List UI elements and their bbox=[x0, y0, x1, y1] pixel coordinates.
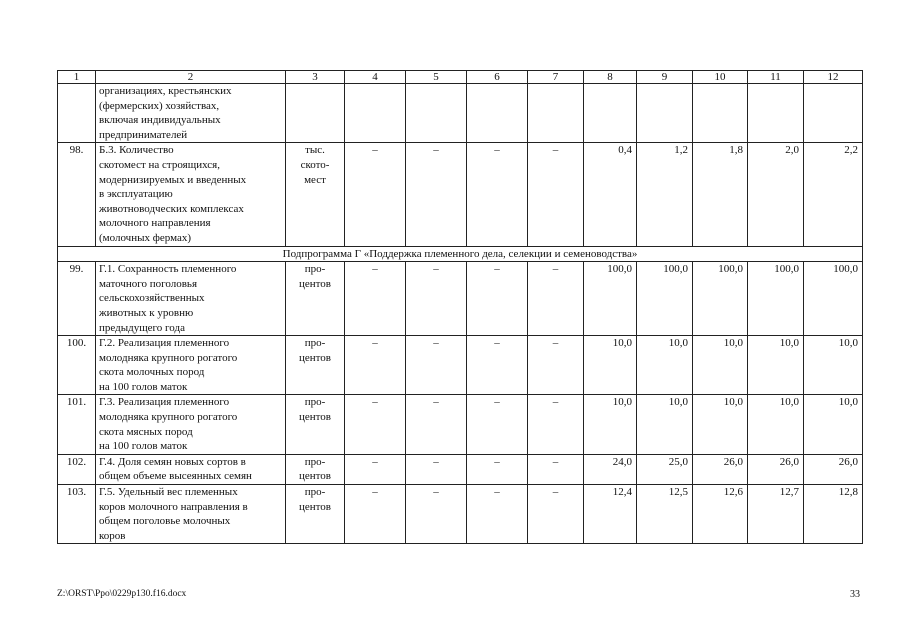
table-row bbox=[58, 485, 863, 544]
col-header: 5 bbox=[406, 71, 467, 84]
row-number: 103. bbox=[58, 485, 96, 544]
value-cell: – bbox=[528, 395, 584, 454]
value-cell: – bbox=[406, 143, 467, 246]
value-cell: 100,0 bbox=[584, 262, 637, 336]
value-cell: – bbox=[528, 485, 584, 544]
value-cell: – bbox=[345, 454, 406, 484]
col-header: 4 bbox=[345, 71, 406, 84]
value-cell: 1,8 bbox=[693, 143, 748, 246]
value-cell: – bbox=[467, 143, 528, 246]
row-number: 99. bbox=[58, 262, 96, 336]
indicator-label: Б.3. Количество скотомест на строящихся, модернизируемых и введенных в эксплуатацию животноводческих комплексах молочного направления (молочных фермах) bbox=[96, 143, 286, 246]
value-cell: 12,4 bbox=[584, 485, 637, 544]
indicator-label: Г.3. Реализация племенного молодняка крупного рогатого скота мясных пород на 100 голов маток bbox=[96, 395, 286, 454]
value-cell: – bbox=[345, 485, 406, 544]
continuation-row bbox=[58, 84, 863, 143]
indicator-label: Г.2. Реализация племенного молодняка крупного рогатого скота молочных пород на 100 голов маток bbox=[96, 336, 286, 395]
unit-cell: про- центов bbox=[286, 336, 345, 395]
indicators-table bbox=[57, 70, 863, 544]
unit-cell: про- центов bbox=[286, 395, 345, 454]
value-cell: – bbox=[467, 454, 528, 484]
indicator-label: Г.4. Доля семян новых сортов в общем объеме высеянных семян bbox=[96, 454, 286, 484]
table-row bbox=[58, 336, 863, 395]
table-row bbox=[58, 143, 863, 246]
value-cell: 24,0 bbox=[584, 454, 637, 484]
value-cell: 2,0 bbox=[748, 143, 804, 246]
value-cell: – bbox=[528, 143, 584, 246]
value-cell: – bbox=[528, 262, 584, 336]
col-header: 2 bbox=[96, 71, 286, 84]
col-header: 12 bbox=[804, 71, 863, 84]
col-header: 10 bbox=[693, 71, 748, 84]
table-body bbox=[58, 84, 863, 544]
value-cell: – bbox=[406, 485, 467, 544]
value-cell: 100,0 bbox=[748, 262, 804, 336]
value-cell: – bbox=[345, 143, 406, 246]
table-row bbox=[58, 262, 863, 336]
value-cell: – bbox=[406, 262, 467, 336]
value-cell: – bbox=[528, 336, 584, 395]
value-cell: 0,4 bbox=[584, 143, 637, 246]
value-cell: – bbox=[345, 395, 406, 454]
value-cell: – bbox=[406, 395, 467, 454]
value-cell: 12,7 bbox=[748, 485, 804, 544]
value-cell: 10,0 bbox=[693, 336, 748, 395]
table-row bbox=[58, 454, 863, 484]
indicator-label: Г.5. Удельный вес племенных коров молочного направления в общем поголовье молочных коров bbox=[96, 485, 286, 544]
value-cell: – bbox=[467, 262, 528, 336]
unit-cell: про- центов bbox=[286, 454, 345, 484]
unit-cell: про- центов bbox=[286, 485, 345, 544]
value-cell: 10,0 bbox=[584, 395, 637, 454]
value-cell: – bbox=[528, 454, 584, 484]
col-header: 8 bbox=[584, 71, 637, 84]
unit-cell: тыс. ското- мест bbox=[286, 143, 345, 246]
column-number-row bbox=[58, 71, 863, 84]
subprogram-title: Подпрограмма Г «Поддержка племенного дела, селекции и семеноводства» bbox=[58, 246, 863, 262]
indicator-label: организациях, крестьянских (фермерских) хозяйствах, включая индивидуальных предпринимателей bbox=[96, 84, 286, 143]
value-cell: – bbox=[345, 262, 406, 336]
value-cell: – bbox=[467, 336, 528, 395]
value-cell: 12,5 bbox=[637, 485, 693, 544]
value-cell: 100,0 bbox=[693, 262, 748, 336]
value-cell: 10,0 bbox=[748, 395, 804, 454]
row-number: 101. bbox=[58, 395, 96, 454]
col-header: 6 bbox=[467, 71, 528, 84]
value-cell: 26,0 bbox=[804, 454, 863, 484]
value-cell: 100,0 bbox=[637, 262, 693, 336]
row-number: 100. bbox=[58, 336, 96, 395]
value-cell: – bbox=[345, 336, 406, 395]
col-header: 1 bbox=[58, 71, 96, 84]
value-cell: 12,6 bbox=[693, 485, 748, 544]
subprogram-row bbox=[58, 246, 863, 262]
value-cell: 12,8 bbox=[804, 485, 863, 544]
unit-cell: про- центов bbox=[286, 262, 345, 336]
row-number: 102. bbox=[58, 454, 96, 484]
value-cell: 10,0 bbox=[693, 395, 748, 454]
value-cell: – bbox=[467, 395, 528, 454]
value-cell: 10,0 bbox=[637, 395, 693, 454]
col-header: 9 bbox=[637, 71, 693, 84]
value-cell: 100,0 bbox=[804, 262, 863, 336]
page-number: 33 bbox=[850, 589, 860, 600]
value-cell: 10,0 bbox=[748, 336, 804, 395]
value-cell: 2,2 bbox=[804, 143, 863, 246]
value-cell: 10,0 bbox=[804, 336, 863, 395]
value-cell: – bbox=[467, 485, 528, 544]
value-cell: – bbox=[406, 336, 467, 395]
col-header: 3 bbox=[286, 71, 345, 84]
value-cell: – bbox=[406, 454, 467, 484]
value-cell: 26,0 bbox=[748, 454, 804, 484]
file-path: Z:\ORST\Ppo\0229p130.f16.docx bbox=[57, 589, 187, 599]
col-header: 7 bbox=[528, 71, 584, 84]
col-header: 11 bbox=[748, 71, 804, 84]
value-cell: 10,0 bbox=[804, 395, 863, 454]
value-cell: 10,0 bbox=[584, 336, 637, 395]
indicator-label: Г.1. Сохранность племенного маточного поголовья сельскохозяйственных животных к уровню предыдущего года bbox=[96, 262, 286, 336]
value-cell: 25,0 bbox=[637, 454, 693, 484]
table-row bbox=[58, 395, 863, 454]
value-cell: 10,0 bbox=[637, 336, 693, 395]
value-cell: 26,0 bbox=[693, 454, 748, 484]
row-number: 98. bbox=[58, 143, 96, 246]
value-cell: 1,2 bbox=[637, 143, 693, 246]
